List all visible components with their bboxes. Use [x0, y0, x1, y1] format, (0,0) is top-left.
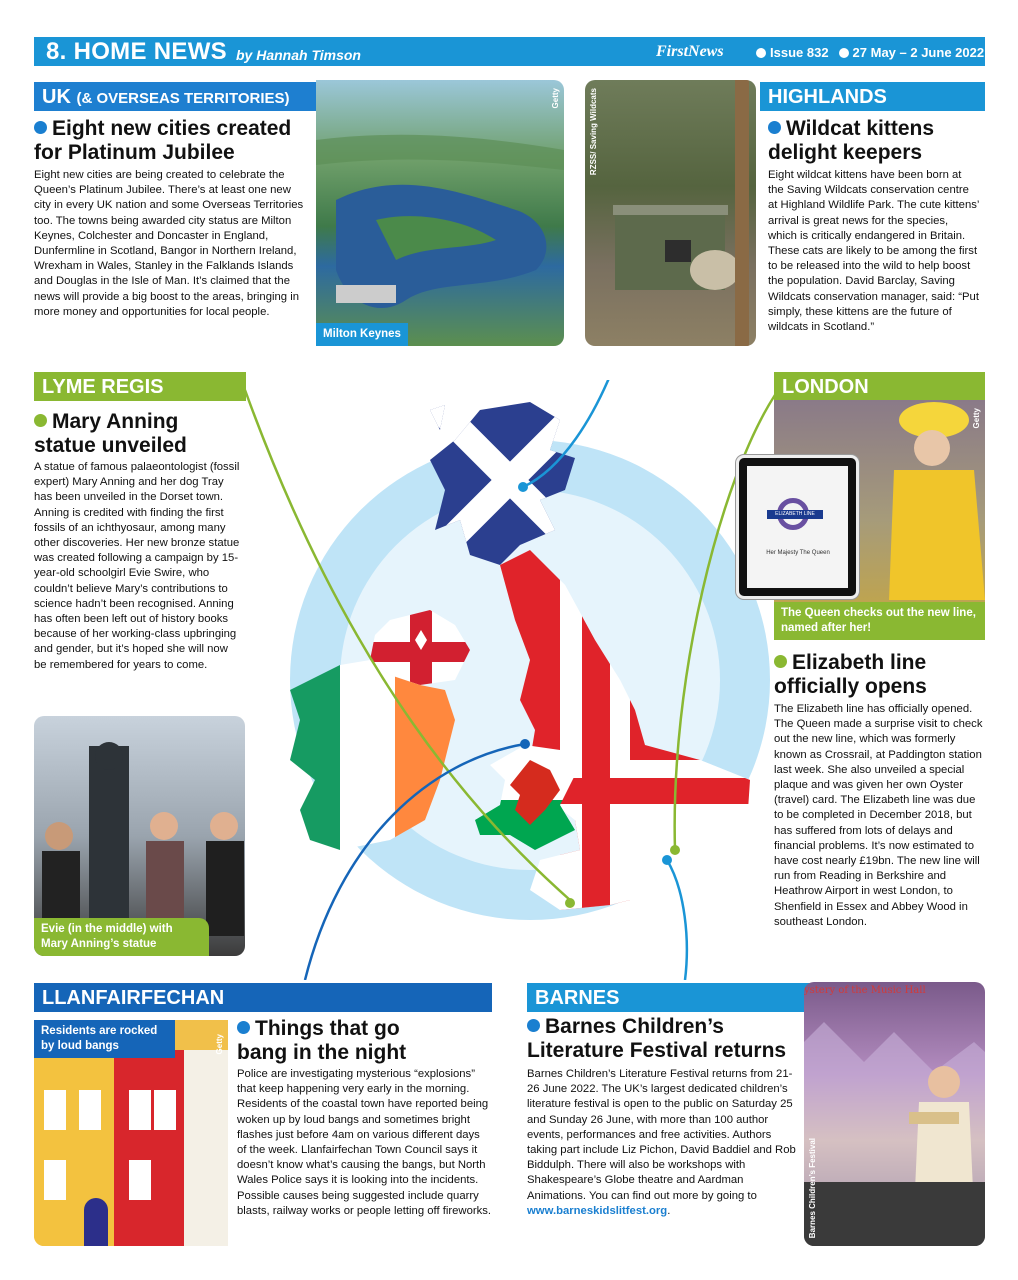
article-london-body: The Elizabeth line has officially opened. The Queen made a surprise visit to check out the new line, which was formerly known as Crossrail, at Paddington station last week. She also unveiled a special plaque and was given her own Oyster (travel) card. The Elizabeth line was due to be completed in December 2018, but has suffered from lots of delays and financial problems. It’s now estimated to have cost nearly £19bn. The new line will run from Reading in Berkshire and Heathrow Airport in west London, to Shenfield in Essex and Abbey Wood in southeast London. [774, 703, 983, 928]
photo-credit: RZSS/ Saving Wildcats [589, 88, 598, 176]
plaque-text: Her Majesty The Queen [766, 550, 830, 556]
page-header [34, 37, 985, 66]
elizabeth-line-plaque [736, 455, 859, 599]
headline-barnes: Barnes Children’s Literature Festival returns [527, 1015, 787, 1062]
bullet-icon [34, 121, 47, 134]
photo-caption: The Queen checks out the new line, named after her! [774, 602, 985, 640]
bullet-icon [527, 1019, 540, 1032]
section-london: LONDON [774, 372, 985, 401]
photo-mary-anning-statue [34, 716, 245, 956]
article-llanfairfechan-body: Police are investigating mysterious “explosions” that keep happening very early in the morning. Residents of the coastal town have reported being woken up by loud bangs and sometimes bright flashes just before 4am on various different days of the week. Llanfairfechan Town Council says it doesn’t know what’s causing the bangs, but North Wales Police says it is looking into the incidents. Possible causes being suggested include quarry blasts, railway works or people letting off fireworks. [237, 1068, 492, 1217]
marker-highlands [518, 482, 528, 492]
issue-info [746, 45, 984, 60]
section-uk [34, 82, 316, 111]
marker-barnes [662, 855, 672, 865]
brand-logo: FirstNews [656, 43, 724, 60]
dot-icon [756, 48, 766, 58]
bullet-icon [34, 414, 47, 427]
photo-caption: Residents are rocked by loud bangs [34, 1020, 175, 1058]
photo-credit: Getty [215, 1034, 224, 1055]
section-uk-sub: (& OVERSEAS TERRITORIES) [76, 90, 290, 107]
section-lyme-regis: LYME REGIS [34, 372, 246, 401]
milton-keynes-scene [316, 80, 564, 346]
marker-llanfairfechan [520, 739, 530, 749]
uk-map [230, 380, 790, 980]
bullet-icon [774, 655, 787, 668]
wildcat-scene [585, 80, 756, 346]
photo-caption: Milton Keynes [316, 323, 408, 346]
section-barnes: BARNES [527, 983, 812, 1012]
headline-london: Elizabeth line officially opens [774, 651, 927, 698]
section-highlands: HIGHLANDS [760, 82, 985, 111]
photo-milton-keynes [316, 80, 564, 346]
article-barnes-body: Barnes Children’s Literature Festival returns from 21-26 June 2022. The UK’s largest dedicated children’s literature festival is open to the public on Saturday 25 and Sunday 26 June, with more than 100 author events, performances and free activities. Authors taking part include Liz Pichon, David Baddiel and Rob Biddulph. There will also be workshops with Shakespeare’s Globe theatre and Aardman Animations. You can find out more by going to www.barneskidslitfest.org. [527, 1068, 796, 1217]
headline-lyme-regis: Mary Anning statue unveiled [34, 410, 187, 457]
section-uk-label: UK [42, 86, 71, 108]
headline-llanfairfechan: Things that go bang in the night [237, 1017, 407, 1064]
photo-wildcat-enclosure [585, 80, 756, 346]
headline-highlands: Wildcat kittens delight keepers [768, 117, 935, 164]
bullet-icon [768, 121, 781, 134]
byline: by Hannah Timson [236, 47, 361, 63]
article-lyme-regis-body: A statue of famous palaeontologist (fossil expert) Mary Anning and her dog Tray has been unveiled in the Dorset town. Anning is credited with finding the first fossils of an ichthyosaur, among many other discoveries. Her new bronze statue was created following a campaign by 15-year-old schoolgirl Evie Swire, who couldn’t believe Mary’s contributions to science hadn’t been recognised. Anning has often been left out of history books because of her working-class upbringing and gender, but it’s hoped she will now be remembered for years to come. [34, 461, 240, 671]
barnes-festival-link[interactable]: www.barneskidslitfest.org [527, 1204, 668, 1217]
section-llanfairfechan: LLANFAIRFECHAN [34, 983, 492, 1012]
photo-banner-text: ystery of the Music Hall [804, 985, 926, 996]
photo-barnes-festival [804, 982, 985, 1246]
photo-credit: Getty [551, 88, 560, 109]
dot-icon [839, 48, 849, 58]
festival-scene [804, 982, 985, 1246]
marker-london [670, 845, 680, 855]
marker-lyme-regis [565, 898, 575, 908]
photo-credit: Getty [972, 408, 981, 429]
article-highlands-body: Eight wildcat kittens have been born at the Saving Wildcats conservation centre at Highland Wildlife Park. The cute kittens’ arrival is great news for the species, which is critically endangered in Britain. These cats are likely to be among the first to be released into the wild to help boost the population. David Barclay, Saving Wildcats conservation manager, said: “Put simply, these kittens are the future of wildcats in Scotland.” [768, 169, 979, 334]
roundel-label: ELIZABETH LINE [767, 510, 823, 519]
photo-llanfairfechan-houses [34, 1020, 228, 1246]
headline-uk: Eight new cities created for Platinum Jubilee [34, 117, 292, 164]
photo-caption: Evie (in the middle) with Mary Anning’s statue [34, 918, 209, 956]
issue-number: Issue 832 [770, 45, 829, 60]
issue-dates: 27 May – 2 June 2022 [852, 45, 985, 60]
page-title: 8. HOME NEWS [46, 38, 227, 65]
photo-credit: Barnes Children’s Festival [808, 1137, 817, 1238]
article-uk-body: Eight new cities are being created to celebrate the Queen’s Platinum Jubilee. There’s at least one new city in every UK nation and some Overseas Territories too. The towns being awarded city status are Milton Keynes, Colchester and Doncaster in England, Dunfermline in Scotland, Bangor in Northern Ireland, Wrexham in Wales, Stanley in the Falklands Islands and Douglas in the Isle of Man. It’s claimed that the news will provide a big boost to the areas, bringing in more money and opportunities for local people. [34, 169, 304, 318]
bullet-icon [237, 1021, 250, 1034]
